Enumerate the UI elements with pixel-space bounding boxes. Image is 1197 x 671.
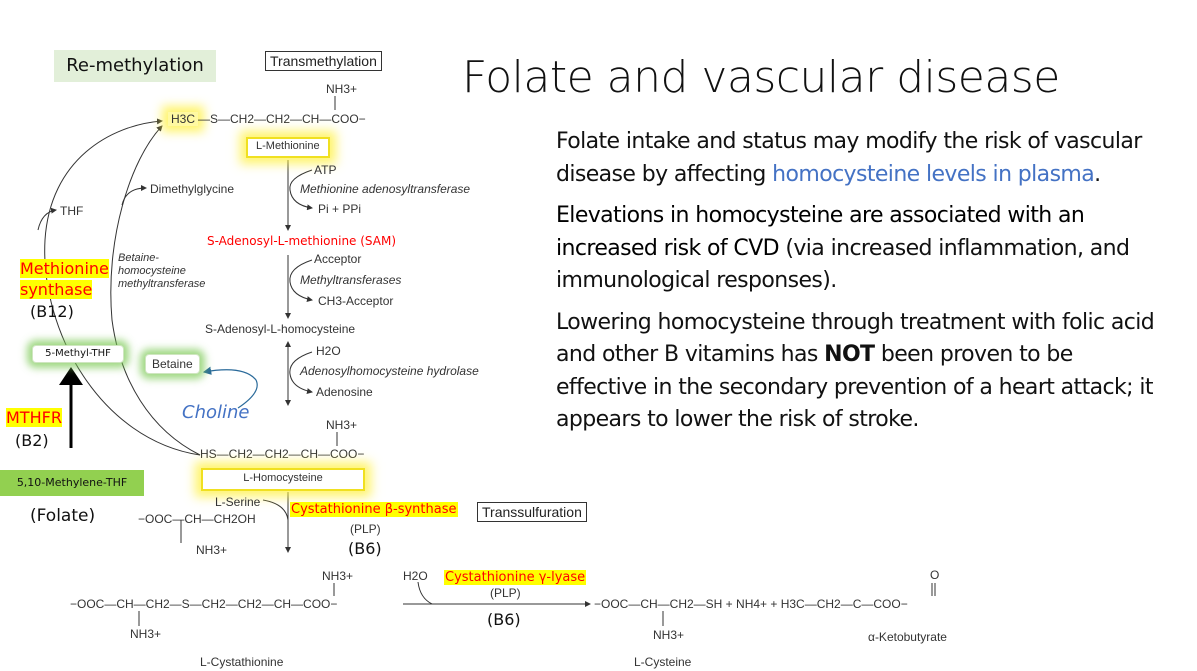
cystathionine-nh3-bottom: NH3+ — [130, 627, 162, 641]
methionine-nh3: NH3+ — [326, 82, 358, 96]
sahh-input: H2O — [316, 344, 341, 358]
mthfr-vitamin: (B2) — [15, 431, 49, 450]
ms-line-1: Methionine — [20, 259, 109, 278]
folate-label: (Folate) — [30, 506, 96, 526]
methionine-chain: —S—CH2—CH2—CH—COO− — [198, 112, 366, 126]
sam-label: S-Adenosyl-L-methionine (SAM) — [207, 234, 397, 248]
text-run: . — [1094, 161, 1101, 187]
slide-body — [556, 126, 1176, 437]
mat-enzyme: Methionine adenosyltransferase — [300, 182, 471, 196]
cvd-risk-emphasis: Elevations in homocysteine are associated with an increased risk of CVD — [556, 203, 1085, 261]
methionine-name: L-Methionine — [246, 137, 330, 158]
serine-label: L-Serine — [215, 495, 261, 509]
not-emphasis: NOT — [824, 342, 875, 367]
methylene-thf-node: 5,10-Methylene-THF — [0, 470, 144, 496]
cgl-enzyme: Cystathionine γ-lyase — [445, 570, 586, 585]
text-run: Folate intake and status may modify the risk of vascular disease by affecting — [556, 129, 1142, 187]
transmethylation-label: Transmethylation — [265, 51, 382, 71]
sah-label: S-Adenosyl-L-homocysteine — [205, 322, 356, 336]
bhmt-line-3: methyltransferase — [118, 278, 206, 290]
cysteine-nh3: NH3+ — [653, 628, 685, 642]
mthfr-enzyme — [6, 408, 62, 427]
mat-output: Pi + PPi — [318, 202, 362, 216]
serine-nh3: NH3+ — [196, 543, 228, 557]
text-run: been proven to be effective in the secondary prevention of a heart attack; it appears to lower the risk of stroke. — [556, 342, 1153, 432]
sahh-enzyme: Adenosylhomocysteine hydrolase — [300, 364, 479, 378]
methyl-thf-node: 5-Methyl-THF — [32, 345, 124, 363]
cgl-vitamin: (B6) — [487, 610, 521, 629]
cgl-cofactor: (PLP) — [490, 586, 521, 600]
cystathionine-formula: −OOC—CH—CH2—S—CH2—CH2—CH—COO− — [70, 597, 338, 611]
cysteine-name: L-Cysteine — [634, 655, 692, 669]
mat-input: ATP — [314, 163, 337, 177]
paragraph-folate-intake — [556, 126, 1166, 191]
thf-label: THF — [60, 204, 84, 218]
cgl-water: H2O — [403, 569, 428, 583]
mt-input: Acceptor — [314, 252, 362, 266]
homocysteine-nh3: NH3+ — [326, 418, 358, 432]
products-formula: −OOC—CH—CH2—SH + NH4+ + H3C—CH2—C—COO− — [594, 597, 908, 611]
ketobutyrate-name: α-Ketobutyrate — [868, 630, 947, 644]
text-run: (via increased inflammation, and immunological responses). — [556, 235, 1130, 293]
mt-output: CH3-Acceptor — [318, 294, 394, 308]
product-oxygen: O — [930, 568, 940, 582]
transsulfuration-label: Transsulfuration — [477, 502, 587, 522]
serine-formula: −OOC—CH—CH2OH — [138, 512, 256, 526]
paragraph-lowering — [556, 307, 1166, 437]
cbs-cofactor: (PLP) — [350, 522, 381, 536]
homocysteine-levels-highlight: homocysteine levels in plasma — [772, 161, 1095, 187]
choline-label: Choline — [182, 402, 250, 423]
cbs-vitamin: (B6) — [348, 539, 382, 558]
text-run: Lowering homocysteine through treatment with folic acid and other B vitamins has — [556, 309, 1155, 367]
ms-vitamin: (B12) — [30, 302, 74, 321]
methionine-methyl-group: H3C — [168, 112, 198, 126]
ms-line-2: synthase — [20, 280, 93, 299]
cystathionine-nh3-top: NH3+ — [322, 569, 354, 583]
remethylation-label: Re-methylation — [54, 50, 216, 82]
sahh-output: Adenosine — [316, 385, 373, 399]
cystathionine-name: L-Cystathionine — [200, 655, 284, 669]
bhmt-line-2: homocysteine — [118, 265, 186, 277]
bhmt-enzyme — [118, 252, 205, 291]
methionine-synthase-enzyme — [20, 258, 109, 300]
bhmt-line-1: Betaine- — [118, 252, 159, 264]
slide-title: Folate and vascular disease — [462, 52, 1060, 103]
mthfr-label: MTHFR — [6, 408, 62, 427]
cbs-enzyme: Cystathionine β-synthase — [291, 502, 457, 517]
betaine-node: Betaine — [145, 354, 200, 374]
homocysteine-chain: HS—CH2—CH2—CH—COO− — [200, 447, 365, 461]
mt-enzyme: Methyltransferases — [300, 273, 402, 287]
paragraph-elevations — [556, 200, 1166, 298]
homocysteine-name: L-Homocysteine — [201, 468, 365, 491]
dimethylglycine-label: Dimethylglycine — [150, 182, 235, 196]
